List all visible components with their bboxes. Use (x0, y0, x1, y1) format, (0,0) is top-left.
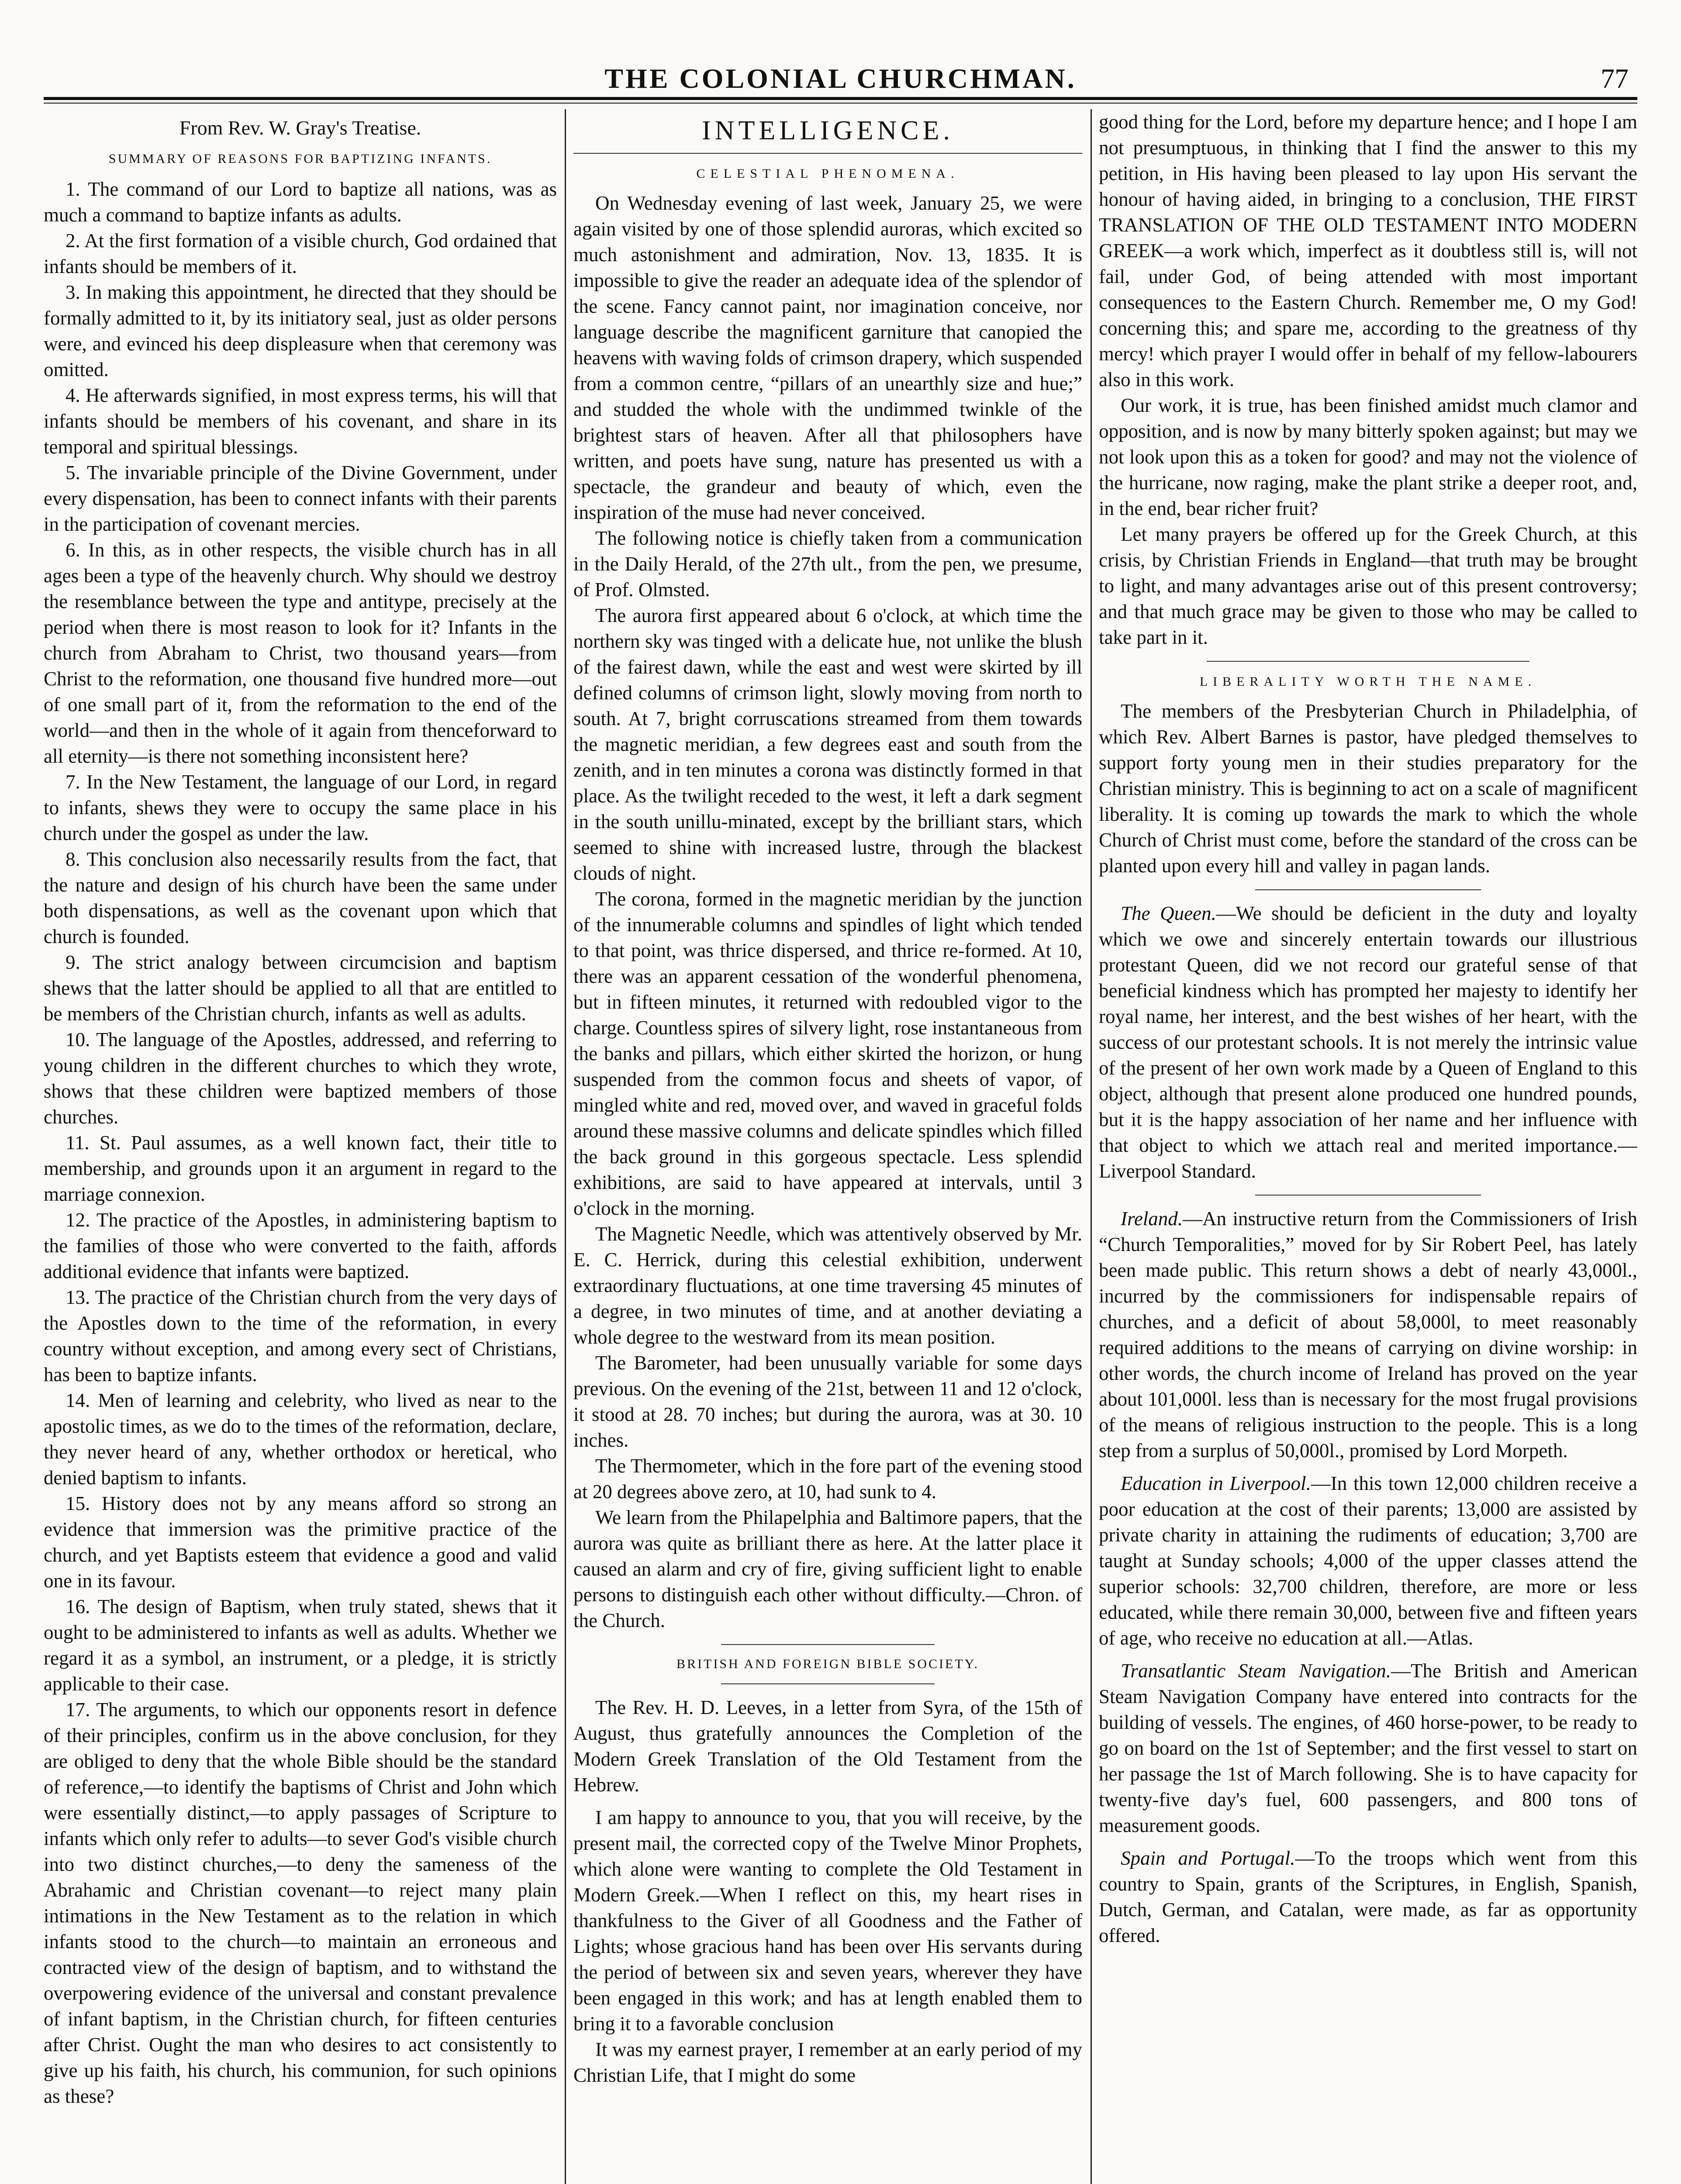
news-item-title: Spain and Portugal. (1121, 1847, 1295, 1869)
paragraph: I am happy to announce to you, that you will receive, by the present mail, the corrected copy of the Twelve Minor Prophets, which alone were wanting to complete the Old Testament in Modern Greek.—When I reflect on this, my heart rises in thankfulness to the Giver of all Goodness and the Father of Lights; whose gracious hand has been over His servants during the period of between six and seven years, wherever they have been engaged in this work; and has at length enabled them to bring it to a favorable conclusion (573, 1807, 1082, 2035)
news-item-title: The Queen. (1121, 902, 1216, 924)
news-item (1099, 1206, 1637, 1464)
news-item (1099, 901, 1637, 1184)
paragraph: 16. The design of Baptism, when truly stated, shews that it ought to be administered to infants as well as adults. Whether we regard it as a symbol, an instrument, or a pledge, it is strictly applicable to their case. (44, 1596, 557, 1695)
paragraph: 13. The practice of the Christian church from the very days of the Apostles down to the time of the reformation, in every country without exception, and among every sect of Christians, has been to baptize infants. (44, 1286, 557, 1386)
paragraph: It was my earnest prayer, I remember at an early period of my Christian Life, that I might do some (573, 2039, 1082, 2086)
paragraph: 4. He afterwards signified, in most express terms, his will that infants should be members of his covenant, and share in its temporal and spiritual blessings. (44, 384, 557, 458)
column-left (44, 109, 557, 2184)
heading-rule (573, 153, 1082, 154)
news-item-title: Ireland. (1121, 1208, 1183, 1230)
paragraph: The Barometer, had been unusually variable for some days previous. On the evening of the 21st, between 11 and 12 o'clock, it stood at 28. 70 inches; but during the aurora, was at 30. 10 inches. (573, 1352, 1082, 1451)
paragraph: 9. The strict analogy between circumcision and baptism shews that the latter should be applied to all that are entitled to be members of the Christian church, infants as well as adults. (44, 951, 557, 1025)
news-item-text: —The British and American Steam Navigation Company have entered into contracts for the building of vessels. The engines, of 460 horse-power, to be ready to go on board on the 1st of September; and the first vessel to start on her passage the 1st of March following. She is to have capacity for twenty-five day's fuel, 600 passengers, and 800 tons of measurement goods. (1099, 1660, 1637, 1836)
paragraph: 1. The command of our Lord to baptize all nations, was as much a command to baptize infants as adults. (44, 178, 557, 226)
paragraph: 17. The arguments, to which our opponents resort in defence of their principles, confirm us in the above conclusion, for they are obliged to deny that the whole Bible should be the standard of reference,—to identify the baptisms of Christ and John which were essentially distinct,—to apply passages of Scripture to infants which only refer to adults—to sever God's visible church into two distinct churches,—to deny the sameness of the Abrahamic and Christian covenant—to reject many plain intimations in the New Testament as to the relation in which infants stood to the church—to maintain an erroneous and contracted view of the design of baptism, and to withstand the overpowering evidence of the universal and constant prevalence of infant baptism, in the Christian church, for fifteen centuries after Christ. Ought the man who desires to act consistently to give up his faith, his church, his communion, for such opinions as these? (44, 1699, 557, 2107)
paragraph: 12. The practice of the Apostles, in administering baptism to the families of those who were converted to the faith, affords additional evidence that infants were baptized. (44, 1209, 557, 1282)
section-divider (721, 1644, 935, 1645)
page-title: THE COLONIAL CHURCHMAN. (604, 63, 1077, 94)
news-item (1099, 1471, 1637, 1651)
paragraph: The aurora first appeared about 6 o'clock, at which time the northern sky was tinged with a delicate hue, not unlike the blush of the fairest dawn, while the east and west were skirted by ill defined columns of crimson light, slowly moving from north to south. At 7, bright corruscations streamed from them towards the magnetic meridian, a few degrees east and south from the zenith, and in ten minutes a corona was distinctly formed in that place. As the twilight receded to the west, it left a dark segment in the south unillu-minated, except by the brilliant stars, which seemed to shine with increased lustre, through the blackest clouds of night. (573, 605, 1082, 884)
column-middle (573, 109, 1082, 2184)
paragraph: Let many prayers be offered up for the Greek Church, at this crisis, by Christian Friends in England—that truth may be brought to light, and many advantages arise out of this present controversy; and that much grace may be given to those who may be called to take part in it. (1099, 523, 1637, 648)
section-heading: INTELLIGENCE. (702, 116, 954, 145)
paragraph: The Thermometer, which in the fore part of the evening stood at 20 degrees above zero, at 10, had sunk to 4. (573, 1455, 1082, 1503)
news-item-text: —We should be deficient in the duty and loyalty which we owe and sincerely entertain towards our illustrious protestant Queen, did we not record our grateful sense of that beneficial kindness which has prompted her majesty to identify her royal name, her interest, and the best wishes of her heart, with the success of our protestant schools. It is not merely the intrinsic value of the present of her own work made by a Queen of England to this object, although that present alone produced one hundred pounds, but it is the happy association of her name and her influence with that object to which we attach real and merited importance.—Liverpool Standard. (1099, 902, 1637, 1182)
paragraph: The members of the Presbyterian Church in Philadelphia, of which Rev. Albert Barnes is pastor, have pledged themselves to support forty young men in their studies preparatory for the Christian ministry. This is beginning to act on a scale of magnificent liberality. It is coming up towards the mark to which the whole Church of Christ must come, before the standard of the cross can be planted upon every hill and valley in pagan lands. (1099, 700, 1637, 877)
page-number: 77 (1601, 63, 1629, 94)
paragraph: 15. History does not by any means afford so strong an evidence that immersion was the primitive practice of the church, and yet Baptists esteem that evidence a good and valid one in its favour. (44, 1493, 557, 1592)
paragraph: The Magnetic Needle, which was attentively observed by Mr. E. C. Herrick, during this celestial exhibition, underwent extraordinary fluctuations, at one time traversing 45 minutes of a degree, in two minutes of time, and at another deviating a whole degree to the westward from its mean position. (573, 1223, 1082, 1348)
spacer (1099, 1838, 1637, 1845)
news-item-text: —To the troops which went from this country to Spain, grants of the Scriptures, in English, Spanish, Dutch, German, and Catalan, were made, as far as opportunity offered. (1099, 1847, 1637, 1946)
paragraph: The following notice is chiefly taken from a communication in the Daily Herald, of the 27th ult., from the pen, we presume, of Prof. Olmsted. (573, 527, 1082, 601)
news-item-text: —An instructive return from the Commissioners of Irish “Church Temporalities,” moved for by Sir Robert Peel, has lately been made public. This return shows a debt of nearly 43,000l., incurred by the commissioners for indispensable repairs of churches, and a deficit of about 58,000l, to meet reasonably required additions to the means of carrying on divine worship: in other words, the church income of Ireland has proved on the year about 101,000l. less than is necessary for the most frugal provisions of the means of religious instruction to the people. This is a long step from a surplus of 50,000l., promised by Lord Morpeth. (1099, 1208, 1637, 1462)
column-divider (565, 109, 566, 2184)
masthead-rule-thin (44, 103, 1637, 104)
column-divider (1091, 109, 1092, 2184)
section-divider (1207, 661, 1530, 662)
paragraph: 7. In the New Testament, the language of our Lord, in regard to infants, shews they were to occupy the same place in his church under the gospel as under the law. (44, 771, 557, 844)
article-attribution: From Rev. W. Gray's Treatise. (179, 117, 421, 139)
section-divider (721, 1683, 935, 1684)
column-right (1099, 109, 1637, 2184)
spacer (1099, 1464, 1637, 1471)
article-heading: BRITISH AND FOREIGN BIBLE SOCIETY. (677, 1657, 979, 1671)
paragraph: Our work, it is true, has been finished amidst much clamor and opposition, and is now by many bitterly spoken against; but may we not look upon this as a token for good? and may not the violence of the hurricane, now raging, make the plant strike a deeper root, and, in the end, bear richer fruit? (1099, 394, 1637, 519)
masthead (44, 61, 1637, 96)
paragraph: On Wednesday evening of last week, January 25, we were again visited by one of those splendid auroras, which excited so much astonishment and admiration, Nov. 13, 1835. It is impossible to give the reader an adequate idea of the splendor of the scene. Fancy cannot paint, nor imagination conceive, nor language describe the magnificent garniture that canopied the heavens with waving folds of crimson drapery, which suspended from a common centre, “pillars of an unearthly size and hue;” and studded the whole with the undimmed twinkle of the brightest stars of heaven. After all that philosophers have written, and poets have sung, nature has presented us with a spectacle, the grandeur and beauty of which, even the inspiration of the muse had never conceived. (573, 192, 1082, 523)
paragraph: 3. In making this appointment, he directed that they should be formally admitted to it, by its initiatory seal, just as older persons were, and evinced his deep displeasure when that ceremony was omitted. (44, 281, 557, 380)
paragraph: 10. The language of the Apostles, addressed, and referring to young children in the different churches to which they wrote, shows that these children were baptized members of those churches. (44, 1029, 557, 1128)
section-divider (1255, 889, 1481, 890)
paragraph: good thing for the Lord, before my departure hence; and I hope I am not presumptuous, in thinking that I find the answer to this my petition, in His having been pleased to lay upon His servant the honour of having aided, in bringing to a conclusion, THE FIRST TRANSLATION OF THE OLD TESTAMENT INTO MODERN GREEK—a work which, imperfect as it doubtless still is, will not fail, under God, of being attended with most important consequences to the Eastern Church. Remember me, O my God! concerning this; and spare me, according to the greatness of thy mercy! which prayer I would offer in behalf of my fellow-labourers also in this work. (1099, 111, 1637, 390)
news-item-title: Transatlantic Steam Navigation. (1121, 1660, 1391, 1682)
news-item (1099, 1658, 1637, 1838)
masthead-rule-thick (44, 97, 1637, 100)
paragraph: 5. The invariable principle of the Divine Government, under every dispensation, has been to connect infants with their parents in the participation of covenant mercies. (44, 462, 557, 535)
news-item-text: —In this town 12,000 children receive a poor education at the cost of their parents; 13,000 are assisted by private charity in attaining the rudiments of education; 3,700 are taught at Sunday schools; 4,000 of the upper classes attend the superior schools: 32,700 children, therefore, are more or less educated, while there remain 30,000, between five and fifteen years of age, who receive no education at all.—Atlas. (1099, 1472, 1637, 1649)
paragraph: The corona, formed in the magnetic meridian by the junction of the innumerable columns and spindles of light which tended to that point, was thrice dispersed, and thrice re-formed. At 10, there was an apparent cessation of the wonderful phenomena, but in fifteen minutes, it returned with redoubled vigor to the charge. Countless spires of silvery light, rose instantaneous from the banks and pillars, which either skirted the horizon, or hung suspended from the common focus and sheets of vapor, of mingled white and red, moved over, and waved in graceful folds around these massive columns and delicate spindles which filled the back ground in this gorgeous spectacle. Less splendid exhibitions, are said to have appeared at intervals, until 3 o'clock in the morning. (573, 888, 1082, 1219)
paragraph: 14. Men of learning and celebrity, who lived as near to the apostolic times, as we do to the times of the reformation, declare, they never heard of any, whether orthodox or heretical, who denied baptism to infants. (44, 1389, 557, 1489)
paragraph-intro: The Rev. H. D. Leeves, in a letter from Syra, of the 15th of August, thus gratefully announces the Completion of the Modern Greek Translation of the Old Testament from the Hebrew. (573, 1697, 1082, 1796)
news-item (1099, 1845, 1637, 1949)
news-item-title: Education in Liverpool. (1121, 1472, 1311, 1494)
article-heading: CELESTIAL PHENOMENA. (696, 166, 960, 181)
paragraph: 6. In this, as in other respects, the visible church has in all ages been a type of the heavenly church. Why should we destroy the resemblance between the type and antitype, precisely at the period when there is most reason to look for it? Infants in the church from Abraham to Christ, two thousand years—from Christ to the reformation, one thousand five hundred more—out of one small part of it, from the reformation to the end of the world—and then in the whole of it again from thenceforward to all eternity—is there not something inconsistent here? (44, 539, 557, 767)
article-heading: SUMMARY OF REASONS FOR BAPTIZING INFANTS. (108, 152, 492, 166)
paragraph: 8. This conclusion also necessarily results from the fact, that the nature and design of his church have been the same under both dispensations, as well as the covenant upon which that church is founded. (44, 848, 557, 947)
paragraph: 11. St. Paul assumes, as a well known fact, their title to membership, and grounds upon it an argument in regard to the marriage connexion. (44, 1132, 557, 1205)
paragraph: We learn from the Philapelphia and Baltimore papers, that the aurora was quite as brilliant there as here. At the latter place it caused an alarm and cry of fire, giving sufficient light to enable persons to distinguish each other without difficulty.—Chron. of the Church. (573, 1507, 1082, 1631)
paragraph: 2. At the first formation of a visible church, God ordained that infants should be members of it. (44, 230, 557, 277)
spacer (1099, 1651, 1637, 1658)
spacer (573, 1798, 1082, 1805)
article-heading: LIBERALITY WORTH THE NAME. (1199, 674, 1537, 689)
section-divider (1255, 1195, 1481, 1196)
